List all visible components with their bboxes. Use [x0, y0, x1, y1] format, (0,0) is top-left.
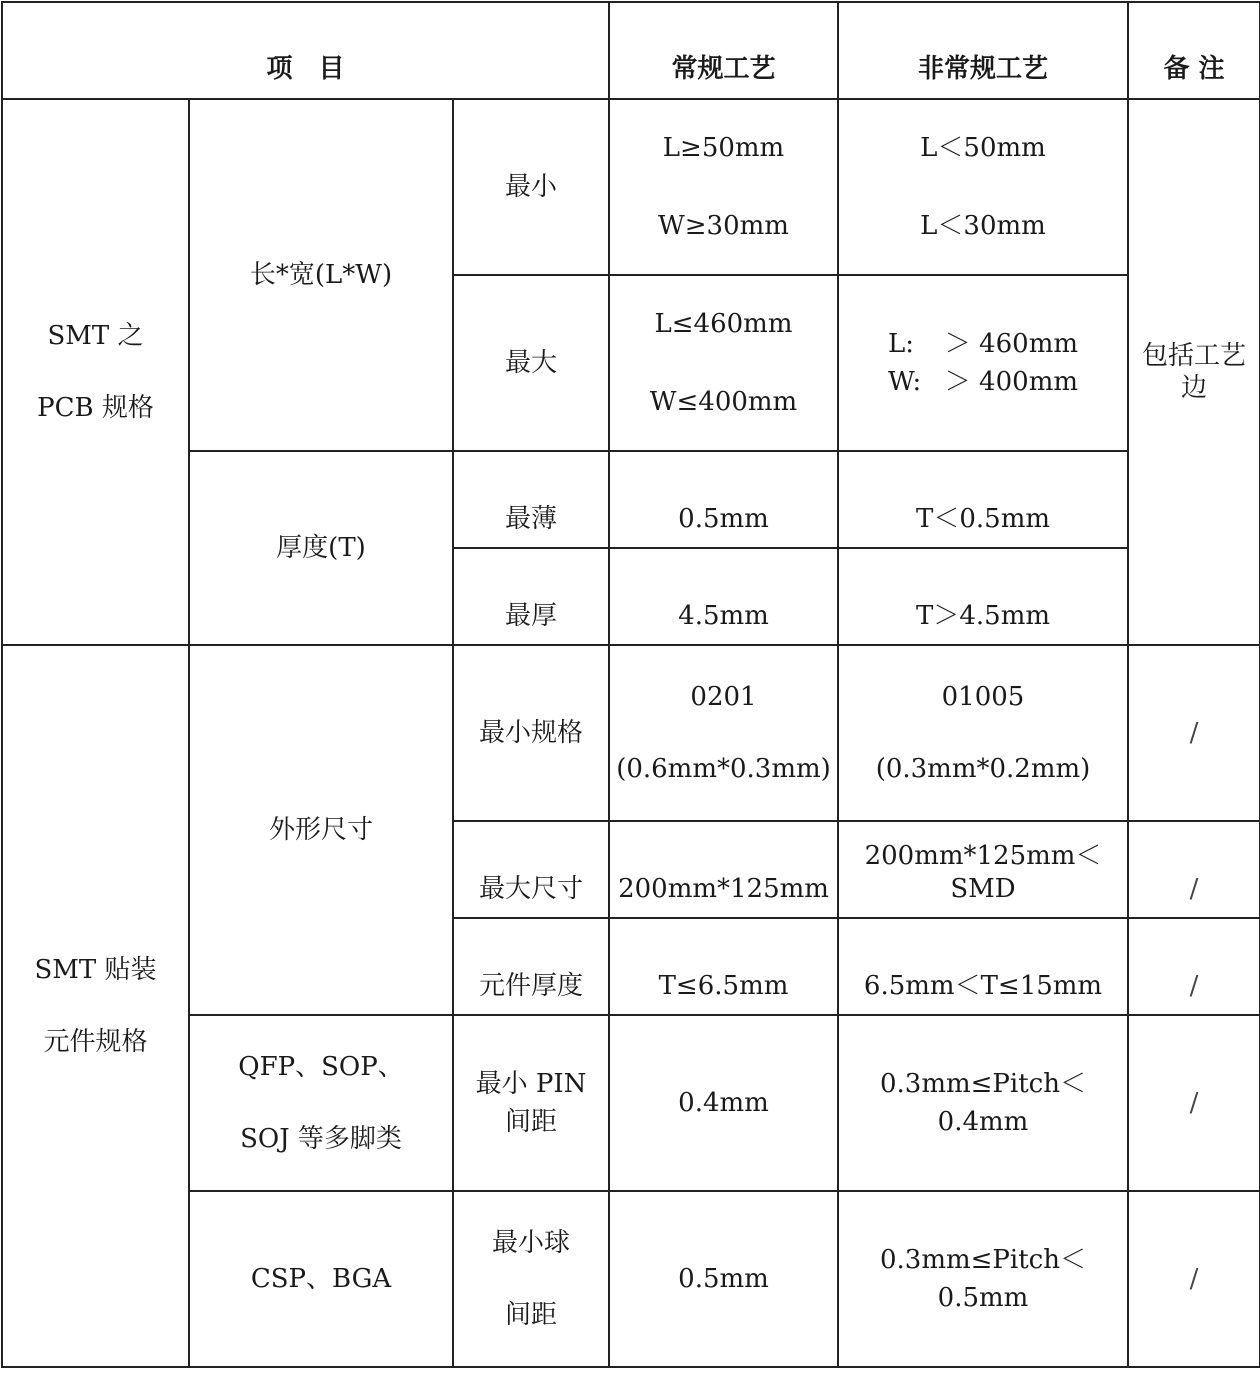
pcb-thin-irregular: T＜0.5mm [838, 451, 1128, 548]
csp-irregular [838, 1191, 1128, 1367]
csp-label: CSP、BGA [189, 1191, 453, 1367]
smt-thickness-irregular: 6.5mm＜T≤15mm [838, 918, 1128, 1015]
pcb-thick-irregular: T＞4.5mm [838, 548, 1128, 645]
max-width-irregular [888, 366, 1078, 399]
min-length-regular: L≥50mm [662, 132, 785, 163]
max-width-key: W: [888, 367, 922, 397]
table-row [2, 1191, 1260, 1367]
qfp-param-line1: 最小 PIN [475, 1068, 587, 1099]
smt-min-spec-label: 最小规格 [453, 645, 609, 821]
smt-shape-label: 外形尺寸 [189, 645, 453, 1015]
max-length-value: ＞ 460mm [944, 328, 1078, 359]
header-row [2, 2, 1260, 99]
qfp-irregular-line1: 0.3mm≤Pitch＜ [879, 1068, 1086, 1099]
min-length-irregular: L＜50mm [920, 132, 1046, 163]
header-item: 项 目 [2, 2, 609, 99]
pcb-thin-regular: 0.5mm [609, 451, 838, 548]
qfp-label-line1: QFP、SOP、 [238, 1051, 404, 1082]
smt-thickness-remark: / [1128, 918, 1260, 1015]
csp-irregular-line1: 0.3mm≤Pitch＜ [879, 1244, 1086, 1275]
table-row [2, 645, 1260, 821]
qfp-param [453, 1015, 609, 1191]
pcb-size-min-irregular [838, 99, 1128, 275]
max-width-regular: W≤400mm [649, 387, 798, 417]
pcb-thickness-label: 厚度(T) [189, 451, 453, 645]
csp-param-line2: 间距 [504, 1300, 557, 1330]
pcb-size-min-regular [609, 99, 838, 275]
max-length-key: L: [888, 328, 915, 359]
header-regular-process: 常规工艺 [609, 2, 838, 99]
smt-group-line2: 元件规格 [43, 1027, 148, 1057]
table-row [2, 99, 1260, 275]
smt-min-spec-irregular [838, 645, 1128, 821]
pcb-thick-regular: 4.5mm [609, 548, 838, 645]
min-width-irregular: L＜30mm [920, 211, 1046, 241]
table-row [2, 1015, 1260, 1191]
pcb-thin-label: 最薄 [453, 451, 609, 548]
qfp-regular: 0.4mm [609, 1015, 838, 1191]
smt-thickness-label: 元件厚度 [453, 918, 609, 1015]
pcb-remark: 包括工艺边 [1128, 99, 1260, 645]
smt-spec-group [2, 645, 189, 1367]
min-width-regular: W≥30mm [658, 211, 789, 241]
csp-remark: / [1128, 1191, 1260, 1367]
qfp-label [189, 1015, 453, 1191]
pcb-thick-label: 最厚 [453, 548, 609, 645]
qfp-irregular-line2: 0.4mm [937, 1107, 1029, 1137]
qfp-irregular [838, 1015, 1128, 1191]
smt-group-line1: SMT 贴装 [34, 954, 157, 985]
pcb-group-line1: SMT 之 [47, 320, 144, 351]
smt-max-size-label: 最大尺寸 [453, 821, 609, 918]
smt-max-size-regular: 200mm*125mm [609, 821, 838, 918]
qfp-remark: / [1128, 1015, 1260, 1191]
smt-min-spec-regular [609, 645, 838, 821]
smt-max-size-irregular: 200mm*125mm＜SMD [838, 821, 1128, 918]
qfp-label-line2: SOJ 等多脚类 [240, 1124, 402, 1154]
csp-irregular-line2: 0.5mm [937, 1283, 1029, 1313]
qfp-param-line2: 间距 [504, 1107, 557, 1137]
min-spec-regular-size: (0.6mm*0.3mm) [616, 754, 831, 784]
csp-param-line1: 最小球 [491, 1227, 570, 1258]
table-row [2, 451, 1260, 548]
pcb-group-line2: PCB 规格 [37, 393, 154, 423]
csp-regular: 0.5mm [609, 1191, 838, 1367]
max-length-regular: L≤460mm [654, 308, 793, 339]
max-length-irregular [888, 328, 1078, 361]
min-spec-regular-code: 0201 [690, 681, 757, 712]
smt-thickness-regular: T≤6.5mm [609, 918, 838, 1015]
smt-max-size-remark: / [1128, 821, 1260, 918]
header-irregular-process: 非常规工艺 [838, 2, 1128, 99]
pcb-spec-group [2, 99, 189, 645]
pcb-size-max-label: 最大 [453, 275, 609, 451]
smt-min-spec-remark: / [1128, 645, 1260, 821]
pcb-size-max-regular [609, 275, 838, 451]
min-spec-irregular-size: (0.3mm*0.2mm) [875, 754, 1091, 784]
pcb-size-max-irregular [838, 275, 1128, 451]
min-spec-irregular-code: 01005 [941, 681, 1025, 712]
header-remark: 备 注 [1128, 2, 1260, 99]
process-spec-table [1, 1, 1260, 1368]
csp-param [453, 1191, 609, 1367]
pcb-size-min-label: 最小 [453, 99, 609, 275]
pcb-size-label: 长*宽(L*W) [189, 99, 453, 451]
max-width-value: ＞ 400mm [944, 367, 1078, 397]
